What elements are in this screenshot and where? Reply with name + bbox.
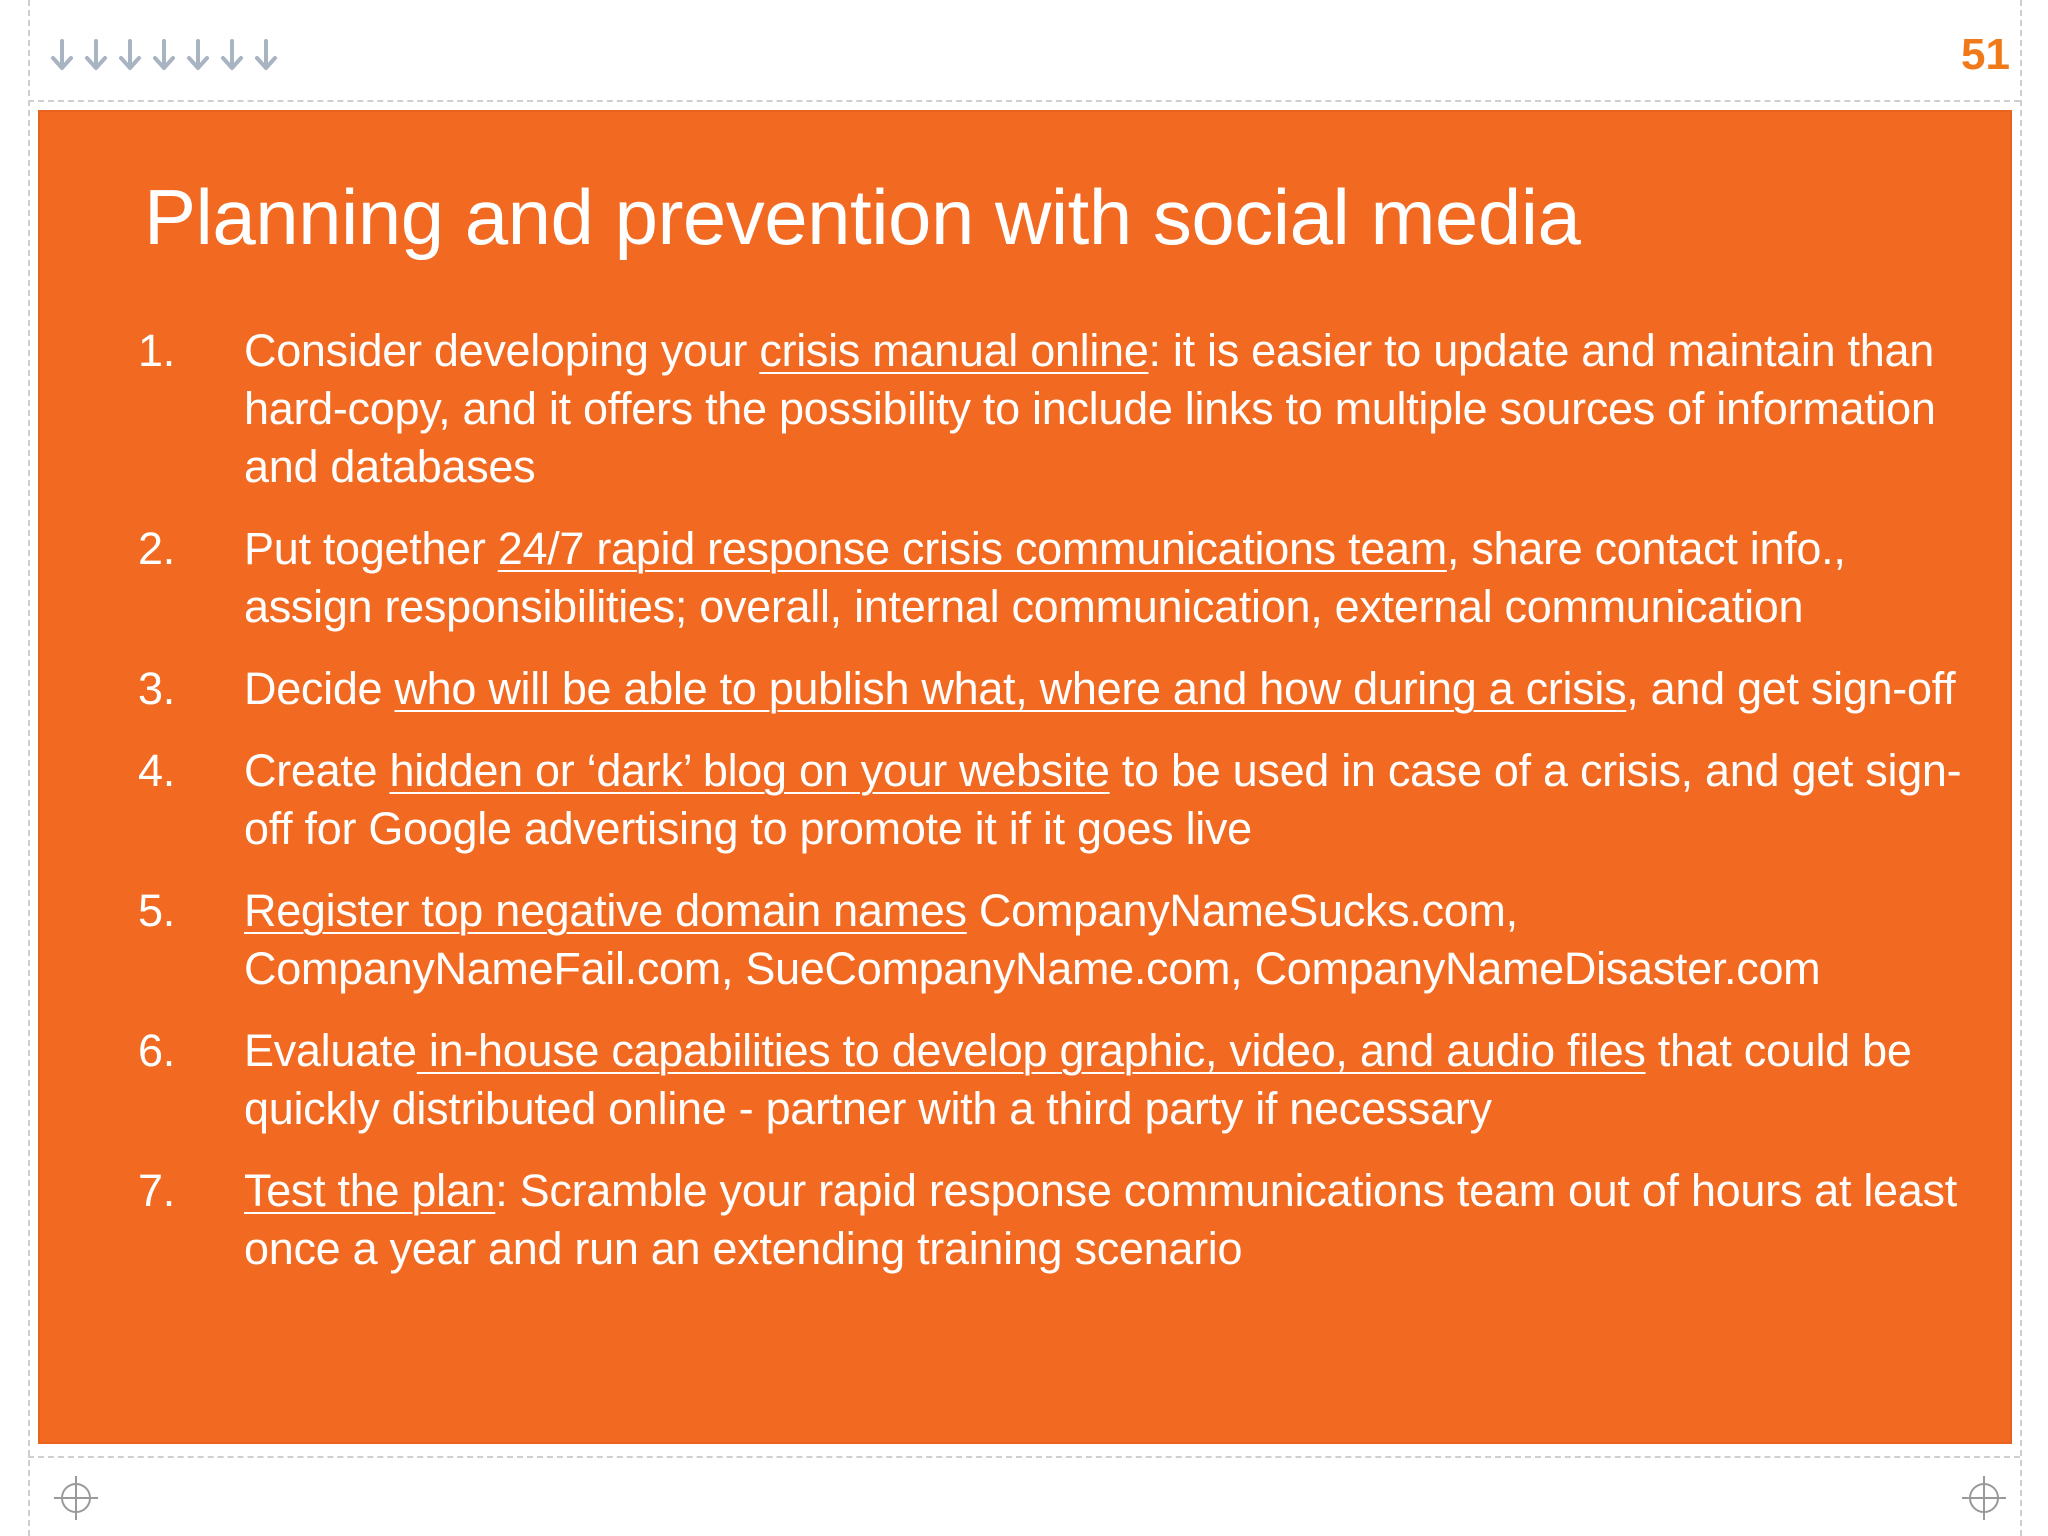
- item-text: that could be quickly distributed online - partner with a third party if necessary: [244, 1025, 1912, 1134]
- down-arrow-icon: [82, 38, 110, 72]
- item-underlined-text: Register top negative domain names: [244, 885, 967, 936]
- item-text: Evaluate: [244, 1025, 417, 1076]
- item-underlined-text: hidden or ‘dark’ blog on your website: [389, 745, 1110, 796]
- frame-top-guide: [28, 100, 2020, 102]
- item-text: , share contact info., assign responsibilities; overall, internal communication, external communication: [244, 523, 1846, 632]
- down-arrow-icon: [218, 38, 246, 72]
- item-number: 1.: [138, 325, 175, 376]
- down-arrow-icon: [150, 38, 178, 72]
- item-text: Create: [244, 745, 390, 796]
- slide-panel: [40, 112, 2010, 1442]
- item-text: : it is easier to update and maintain than hard-copy, and it offers the possibility to include links to multiple sources of information and databases: [244, 325, 1936, 492]
- item-text: CompanyNameSucks.com, CompanyNameFail.com, SueCompanyName.com, CompanyNameDisaster.com: [244, 885, 1821, 994]
- down-arrow-icon: [48, 38, 76, 72]
- item-text: Put together: [244, 523, 498, 574]
- item-underlined-text: crisis manual online: [759, 325, 1149, 376]
- list-item: [138, 520, 1978, 636]
- arrow-icon-row: [48, 38, 280, 72]
- item-number: 4.: [138, 745, 175, 796]
- item-number: 7.: [138, 1165, 175, 1216]
- crosshair-icon: [52, 1474, 100, 1522]
- list-item: [138, 322, 1978, 496]
- down-arrow-icon: [116, 38, 144, 72]
- list-item: [138, 1162, 1978, 1278]
- page-number: 51: [1961, 30, 2010, 79]
- item-number: 2.: [138, 523, 175, 574]
- item-text: Decide: [244, 663, 395, 714]
- item-text: , and get sign-off: [1626, 663, 1956, 714]
- item-number: 5.: [138, 885, 175, 936]
- list-item: [138, 660, 1978, 718]
- list-item: [138, 1022, 1978, 1138]
- item-number: 3.: [138, 663, 175, 714]
- crosshair-icon: [1960, 1474, 2008, 1522]
- frame-bottom-guide: [28, 1456, 2020, 1458]
- item-text: Consider developing your: [244, 325, 760, 376]
- down-arrow-icon: [184, 38, 212, 72]
- slide-title: Planning and prevention with social media: [144, 173, 1581, 261]
- item-underlined-text: 24/7 rapid response crisis communications team: [497, 523, 1447, 574]
- item-text: : Scramble your rapid response communications team out of hours at least once a year and run an extending training scenario: [244, 1165, 1957, 1274]
- list-item: [138, 882, 1978, 998]
- item-number: 6.: [138, 1025, 175, 1076]
- frame-right-guide: [2020, 0, 2022, 1536]
- item-underlined-text: in-house capabilities to develop graphic, video, and audio files: [416, 1025, 1646, 1076]
- frame-left-guide: [28, 0, 30, 1536]
- item-underlined-text: who will be able to publish what, where and how during a crisis: [394, 663, 1627, 714]
- item-list: [138, 322, 1978, 1302]
- item-text: to be used in case of a crisis, and get sign-off for Google advertising to promote it if it goes live: [244, 745, 1962, 854]
- down-arrow-icon: [252, 38, 280, 72]
- item-underlined-text: Test the plan: [244, 1165, 496, 1216]
- list-item: [138, 742, 1978, 858]
